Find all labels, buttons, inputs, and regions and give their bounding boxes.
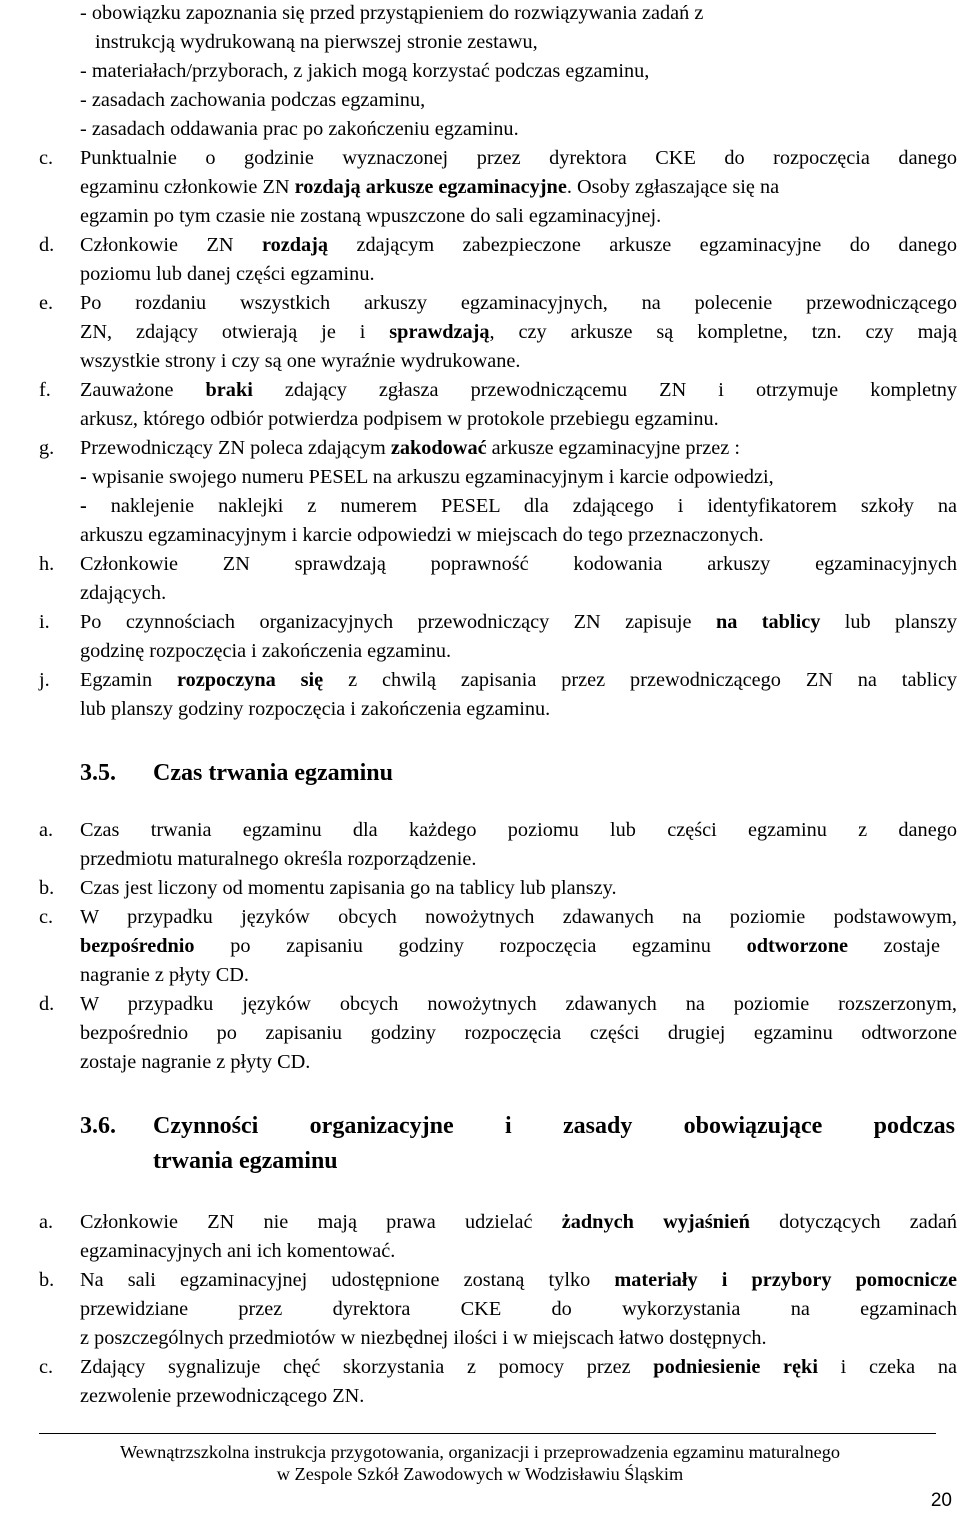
s36-b-line1 — [80, 1269, 957, 1292]
s36-a-line1 — [80, 1211, 957, 1234]
s35-a-line1: Czas trwania egzaminu dla każdego poziomu lub części egzaminu z danego — [80, 819, 957, 841]
s35-d-line2: bezpośrednio po zapisaniu godziny rozpoczęcia części drugiej egzaminu odtworzone — [80, 1022, 957, 1044]
item-label-c: c. — [39, 906, 54, 928]
text: Zauważone — [80, 379, 206, 401]
item-label-a: a. — [39, 819, 54, 841]
item-e-line1: Po rozdaniu wszystkich arkuszy egzaminacyjnych, na polecenie przewodniczącego — [80, 292, 957, 314]
text: z chwilą zapisania przez przewodniczącego ZN na tablicy — [323, 669, 957, 691]
text: Na sali egzaminacyjnej udostępnione zostaną tylko — [80, 1269, 615, 1291]
text: zostaje — [847, 935, 940, 957]
page-number: 20 — [930, 1490, 952, 1511]
text: lub planszy — [820, 611, 958, 633]
item-label-c: c. — [39, 1356, 54, 1378]
bold-text: odtworzone — [746, 935, 848, 957]
s35-d-line1: W przypadku języków obcych nowożytnych zdawanych na poziomie rozszerzonym, — [80, 993, 957, 1015]
text: , czy arkusze są kompletne, tzn. czy mają — [489, 321, 957, 343]
section-title-line2: trwania egzaminu — [153, 1148, 338, 1174]
s36-c-line2: zezwolenie przewodniczącego ZN. — [80, 1385, 365, 1407]
list-item — [80, 2, 703, 25]
item-g-line3 — [80, 495, 957, 518]
bold-text: podniesienie ręki — [653, 1356, 818, 1378]
s35-b-line1: Czas jest liczony od momentu zapisania go na tablicy lub planszy. — [80, 877, 617, 899]
section-title-line1: Czynności organizacyjne i zasady obowiązujące podczas — [153, 1113, 955, 1139]
item-label-b: b. — [39, 877, 55, 899]
dash: - — [80, 466, 92, 488]
text: Członkowie ZN nie mają prawa udzielać — [80, 1211, 562, 1233]
item-i-line1 — [80, 611, 957, 634]
text: . Osoby zgłaszające się na — [566, 176, 780, 198]
text: arkusze egzaminacyjne przez : — [486, 437, 740, 459]
bold-text: braki — [205, 379, 253, 401]
item-i-line2: godzinę rozpoczęcia i zakończenia egzaminu. — [80, 640, 452, 662]
item-label-g: g. — [39, 437, 55, 459]
item-label-j: j. — [39, 669, 50, 691]
item-label-b: b. — [39, 1269, 55, 1291]
dash: - — [80, 495, 111, 517]
item-d-line1 — [80, 234, 957, 257]
item-h-line2: zdających. — [80, 582, 167, 604]
text: wpisanie swojego numeru PESEL na arkuszu egzaminacyjnym i karcie odpowiedzi, — [91, 466, 774, 488]
footer-line1: Wewnątrzszkolna instrukcja przygotowania, organizacji i przeprowadzenia egzaminu maturalnego — [119, 1442, 840, 1462]
item-c-line3: egzamin po tym czasie nie zostaną wpuszczone do sali egzaminacyjnej. — [80, 205, 662, 227]
item-g-line2 — [80, 466, 774, 489]
s35-c-line2 — [80, 935, 940, 958]
text: egzaminu członkowie ZN — [80, 176, 295, 198]
item-j-line1 — [80, 669, 957, 692]
s36-c-line1 — [80, 1356, 957, 1379]
bold-text: rozpoczyna się — [176, 669, 324, 691]
list-item: - zasadach oddawania prac po zakończeniu egzaminu. — [80, 118, 519, 140]
item-label-i: i. — [39, 611, 50, 633]
bold-text: rozdają arkusze egzaminacyjne — [294, 176, 567, 198]
item-j-line2: lub planszy godziny rozpoczęcia i zakończenia egzaminu. — [80, 698, 551, 720]
item-label-d: d. — [39, 234, 55, 256]
s35-c-line1: W przypadku języków obcych nowożytnych zdawanych na poziomie podstawowym, — [80, 906, 957, 928]
item-label-d: d. — [39, 993, 55, 1015]
item-f-line2: arkusz, którego odbiór potwierdza podpisem w protokole przebiegu egzaminu. — [80, 408, 719, 430]
text: Po czynnościach organizacyjnych przewodniczący ZN zapisuje — [80, 611, 716, 633]
item-label-f: f. — [39, 379, 51, 401]
s36-b-line2: przewidziane przez dyrektora CKE do wykorzystania na egzaminach — [80, 1298, 957, 1320]
bold-text: zakodować — [390, 437, 487, 459]
item-f-line1 — [80, 379, 957, 402]
section-number: 3.5. — [80, 760, 116, 786]
text: po zapisaniu godziny rozpoczęcia egzaminu — [194, 935, 747, 957]
text: Zdający sygnalizuje chęć skorzystania z pomocy przez — [80, 1356, 654, 1378]
item-label-h: h. — [39, 553, 55, 575]
text: Przewodniczący ZN poleca zdającym — [80, 437, 391, 459]
item-h-line1: Członkowie ZN sprawdzają poprawność kodowania arkuszy egzaminacyjnych — [80, 553, 957, 575]
list-item: - materiałach/przyborach, z jakich mogą korzystać podczas egzaminu, — [80, 60, 650, 82]
item-c-line1: Punktualnie o godzinie wyznaczonej przez dyrektora CKE do rozpoczęcia danego — [80, 147, 957, 169]
text: i czeka na — [817, 1356, 957, 1378]
s35-a-line2: przedmiotu maturalnego określa rozporządzenie. — [80, 848, 477, 870]
footer-divider — [39, 1433, 936, 1434]
section-title: Czas trwania egzaminu — [153, 760, 393, 786]
footer-line2: w Zespole Szkół Zawodowych w Wodzisławiu Śląskim — [276, 1464, 684, 1484]
bold-text: sprawdzają — [389, 321, 490, 343]
s35-c-line3: nagranie z płyty CD. — [80, 964, 249, 986]
bold-text: na tablicy — [715, 611, 821, 633]
text: Egzamin — [80, 669, 177, 691]
item-c-line2 — [80, 176, 779, 199]
s35-d-line3: zostaje nagranie z płyty CD. — [80, 1051, 311, 1073]
bold-text: materiały i przybory pomocnicze — [614, 1269, 957, 1291]
item-label-e: e. — [39, 292, 54, 314]
bold-text: bezpośrednio — [80, 935, 195, 957]
text: naklejenie naklejki z numerem PESEL dla zdającego i identyfikatorem szkoły na — [110, 495, 957, 517]
item-g-line1 — [80, 437, 740, 460]
bold-text: rozdają — [261, 234, 329, 256]
text: zdający zgłasza przewodniczącemu ZN i otrzymuje kompletny — [252, 379, 957, 401]
item-g-line4: arkuszu egzaminacyjnym i karcie odpowiedzi w miejscach do tego przeznaczonych. — [80, 524, 764, 546]
item-label-a: a. — [39, 1211, 54, 1233]
s36-b-line3: z poszczególnych przedmiotów w niezbędnej ilości i w miejscach łatwo dostępnych. — [80, 1327, 767, 1349]
text: dotyczących zadań — [749, 1211, 957, 1233]
text: zdającym zabezpieczone arkusze egzaminacyjne do danego — [328, 234, 958, 256]
s36-a-line2: egzaminacyjnych ani ich komentować. — [80, 1240, 396, 1262]
item-e-line3: wszystkie strony i czy są one wyraźnie wydrukowane. — [80, 350, 521, 372]
text: ZN, zdający otwierają je i — [80, 321, 390, 343]
section-number: 3.6. — [80, 1113, 116, 1139]
item-e-line2 — [80, 321, 957, 344]
text: Członkowie ZN — [80, 234, 262, 256]
list-item-continuation: instrukcją wydrukowaną na pierwszej stronie zestawu, — [95, 31, 538, 53]
list-item: - zasadach zachowania podczas egzaminu, — [80, 89, 426, 111]
list-text: - obowiązku zapoznania się przed przystąpieniem do rozwiązywania zadań z — [80, 2, 704, 24]
bold-text: żadnych wyjaśnień — [561, 1211, 750, 1233]
item-d-line2: poziomu lub danej części egzaminu. — [80, 263, 375, 285]
item-label-c: c. — [39, 147, 54, 169]
